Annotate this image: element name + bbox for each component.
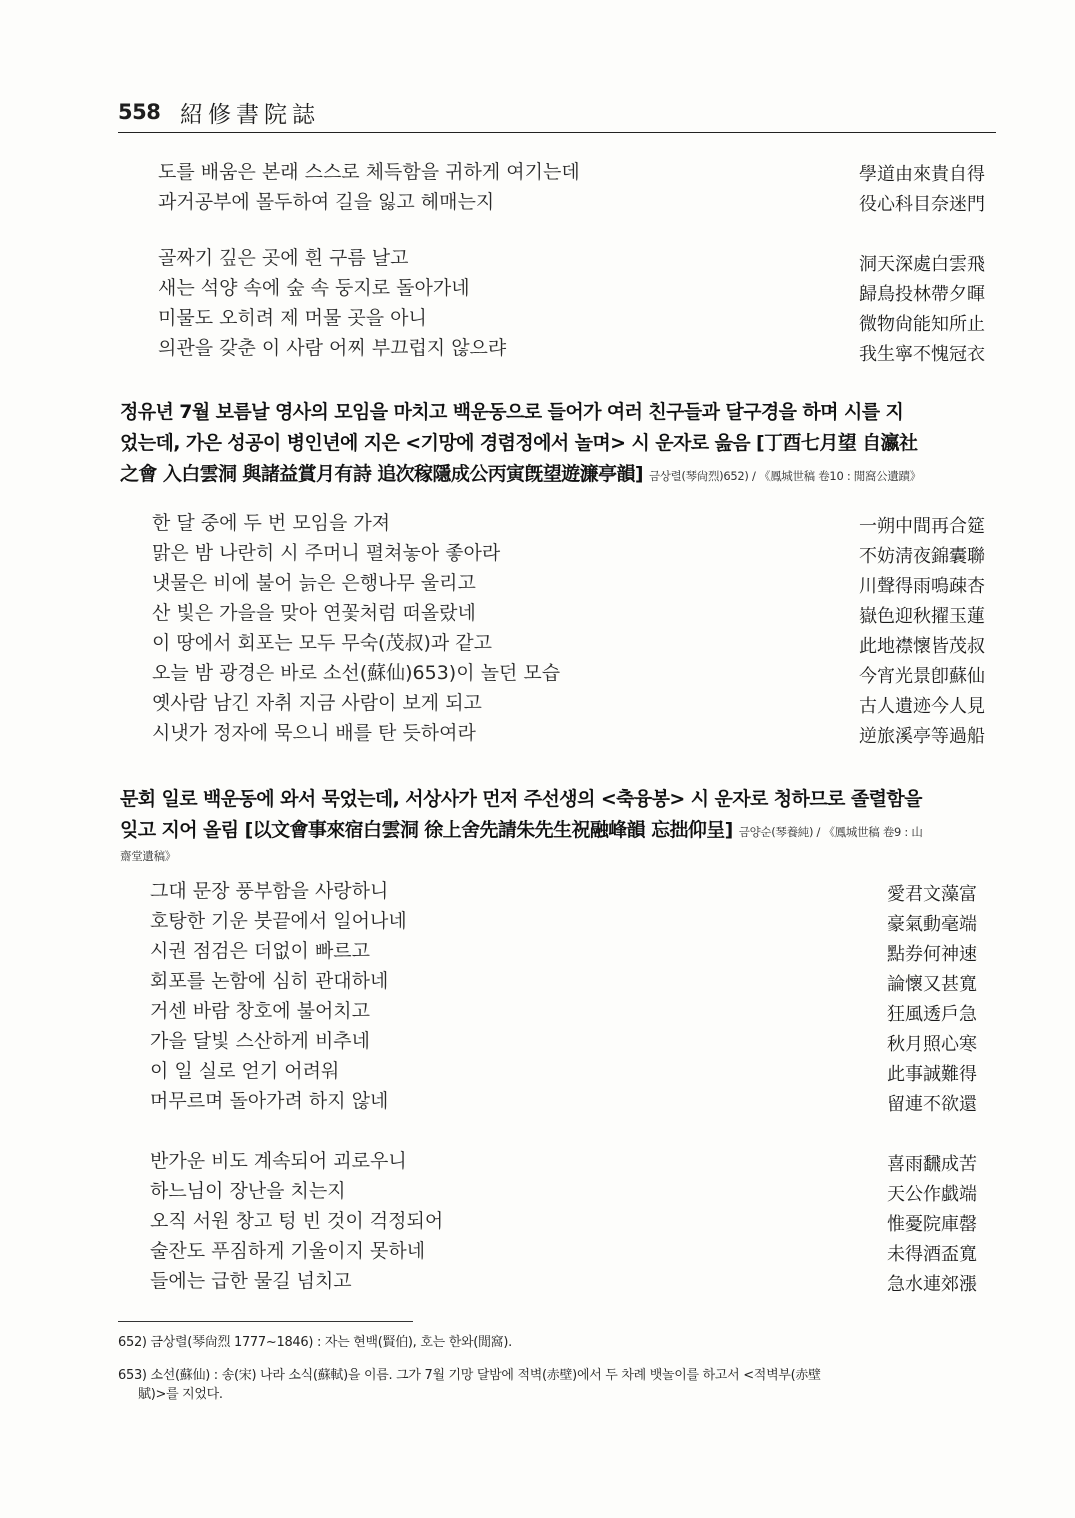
poem1-stanza2-korean — [158, 243, 506, 363]
verse-line: 未得酒盃寬 — [887, 1244, 977, 1265]
book-title: 紹修書院誌 — [180, 102, 320, 128]
verse-line: 留連不欲還 — [887, 1094, 977, 1115]
verse-line: 산 빛은 가을을 맞아 연꽃처럼 떠올랐네 — [152, 602, 476, 624]
heading-line-with-source — [120, 459, 996, 492]
verse-line: 머무르며 돌아가려 하지 않네 — [150, 1090, 389, 1112]
verse-line: 미물도 오히려 제 머물 곳을 아니 — [158, 307, 427, 329]
verse-line: 이 일 실로 얻기 어려워 — [150, 1060, 340, 1082]
verse-line: 愛君文藻富 — [887, 884, 977, 905]
verse-line: 가을 달빛 스산하게 비추네 — [150, 1030, 371, 1052]
verse-line: 古人遺迹今人見 — [859, 696, 985, 717]
verse-line: 惟憂院庫罄 — [887, 1214, 977, 1235]
verse-line: 喜雨飜成苦 — [887, 1154, 977, 1175]
page-header — [118, 96, 996, 134]
verse-line: 하느님이 장난을 치는지 — [150, 1180, 346, 1202]
verse-line: 嶽色迎秋擢玉蓮 — [859, 606, 985, 627]
verse-line: 맑은 밤 나란히 시 주머니 펼쳐놓아 좋아라 — [152, 542, 501, 564]
page-number: 558 — [118, 100, 161, 124]
verse-line: 狂風透戶急 — [887, 1004, 977, 1025]
section3-stanza2-hanja — [777, 1150, 977, 1300]
verse-line: 不妨淸夜錦囊聯 — [859, 546, 985, 567]
footnote-rule — [118, 1321, 413, 1322]
section3-heading — [120, 784, 996, 864]
verse-line: 論懷又甚寬 — [887, 974, 977, 995]
verse-line: 호탕한 기운 붓끝에서 일어나네 — [150, 910, 407, 932]
verse-line: 洞天深處白雲飛 — [859, 254, 985, 275]
verse-line: 반가운 비도 계속되어 괴로우니 — [150, 1150, 407, 1172]
verse-line: 急水連郊漲 — [887, 1274, 977, 1295]
section3-stanza1-korean — [150, 876, 407, 1116]
footnote-652 — [118, 1333, 986, 1352]
verse-line: 天公作戱端 — [887, 1184, 977, 1205]
heading-line-with-source — [120, 815, 996, 848]
verse-line: 逆旅溪亭等過船 — [859, 726, 985, 747]
source-citation-cont: 齋堂遺稿》 — [120, 849, 176, 863]
verse-line: 냇물은 비에 불어 늙은 은행나무 울리고 — [152, 572, 476, 594]
source-citation: 금양순(琴養純) / 《鳳城世稿 卷9 : 山 — [738, 825, 923, 839]
verse-line: 微物尙能知所止 — [859, 314, 985, 335]
verse-line: 새는 석양 속에 숲 속 둥지로 돌아가네 — [158, 277, 470, 299]
verse-line: 들에는 급한 물길 넘치고 — [150, 1270, 352, 1292]
heading-line: 之會 入白雲洞 與諸益賞月有詩 追次稼隱成公丙寅旣望遊濂亭韻] — [120, 463, 643, 485]
verse-line: 豪氣動毫端 — [887, 914, 977, 935]
section3-stanza2-korean — [150, 1146, 443, 1296]
section2-poem-hanja — [785, 512, 985, 752]
verse-line: 회포를 논함에 심히 관대하네 — [150, 970, 389, 992]
poem1-stanza1-korean — [158, 157, 580, 217]
verse-line: 오늘 밤 광경은 바로 소선(蘇仙)653)이 놀던 모습 — [152, 662, 561, 684]
verse-line: 한 달 중에 두 번 모임을 가져 — [152, 512, 391, 534]
verse-line: 의관을 갖춘 이 사람 어찌 부끄럽지 않으랴 — [158, 337, 507, 359]
section2-poem-korean — [152, 508, 560, 748]
verse-line: 役心科目奈迷門 — [859, 194, 985, 215]
poem1-stanza1-hanja — [785, 160, 985, 220]
heading-line: 정유년 7월 보름날 영사의 모임을 마치고 백운동으로 들어가 여러 친구들과 달구경을 하며 시를 지 — [120, 401, 904, 423]
verse-line: 點券何神速 — [887, 944, 977, 965]
verse-line: 我生寧不愧冠衣 — [859, 344, 985, 365]
heading-line: 었는데, 가은 성공이 병인년에 지은 <기망에 경렴정에서 놀며> 시 운자로 읊음 [丁酉七月望 自瀛社 — [120, 432, 918, 454]
verse-line: 시권 점검은 더없이 빠르고 — [150, 940, 371, 962]
verse-line: 시냇가 정자에 묵으니 배를 탄 듯하여라 — [152, 722, 476, 744]
section3-stanza1-hanja — [777, 880, 977, 1120]
heading-line: 문회 일로 백운동에 와서 묵었는데, 서상사가 먼저 주선생의 <축융봉> 시 운자로 청하므로 졸렬함을 — [120, 788, 922, 810]
verse-line: 一朔中間再合筵 — [859, 516, 985, 537]
heading-line: 잊고 지어 올림 [以文會事來宿白雲洞 徐上舍先請朱先生祝融峰韻 忘拙仰呈] — [120, 819, 733, 841]
verse-line: 川聲得雨鳴疎杏 — [859, 576, 985, 597]
verse-line: 옛사람 남긴 자취 지금 사람이 보게 되고 — [152, 692, 482, 714]
verse-line: 오직 서원 창고 텅 빈 것이 걱정되어 — [150, 1210, 444, 1232]
verse-line: 此事誠難得 — [887, 1064, 977, 1085]
verse-line: 과거공부에 몰두하여 길을 잃고 헤매는지 — [158, 191, 495, 213]
verse-line: 今宵光景卽蘇仙 — [859, 666, 985, 687]
verse-line: 골짜기 깊은 곳에 흰 구름 날고 — [158, 247, 409, 269]
verse-line: 學道由來貴自得 — [859, 164, 985, 185]
verse-line: 도를 배움은 본래 스스로 체득함을 귀하게 여기는데 — [158, 161, 580, 183]
verse-line: 술잔도 푸짐하게 기울이지 못하네 — [150, 1240, 426, 1262]
verse-line: 歸鳥投林帶夕暉 — [859, 284, 985, 305]
verse-line: 이 땅에서 회포는 모두 무숙(茂叔)과 같고 — [152, 632, 492, 654]
footnote-text: 652) 금상렬(琴尙烈 1777~1846) : 자는 현백(賢伯), 호는 한와(閒窩). — [118, 1335, 512, 1350]
verse-line: 秋月照心寒 — [887, 1034, 977, 1055]
footnote-653 — [118, 1366, 986, 1404]
verse-line: 此地襟懷皆茂叔 — [859, 636, 985, 657]
verse-line: 거센 바람 창호에 불어치고 — [150, 1000, 371, 1022]
poem1-stanza2-hanja — [785, 250, 985, 370]
source-citation: 금상렬(琴尙烈)652) / 《鳳城世稿 卷10 : 閒窩公遺蹟》 — [648, 469, 921, 483]
footnote-text-cont: 賦)>를 지었다. — [138, 1387, 223, 1402]
section2-heading — [120, 397, 996, 492]
footnote-text: 653) 소선(蘇仙) : 송(宋) 나라 소식(蘇軾)을 이름. 그가 7월 기망 달밤에 적벽(赤壁)에서 두 차례 뱃놀이를 하고서 <적벽부(赤壁 — [118, 1368, 821, 1383]
verse-line: 그대 문장 풍부함을 사랑하니 — [150, 880, 389, 902]
header-rule — [118, 132, 996, 133]
